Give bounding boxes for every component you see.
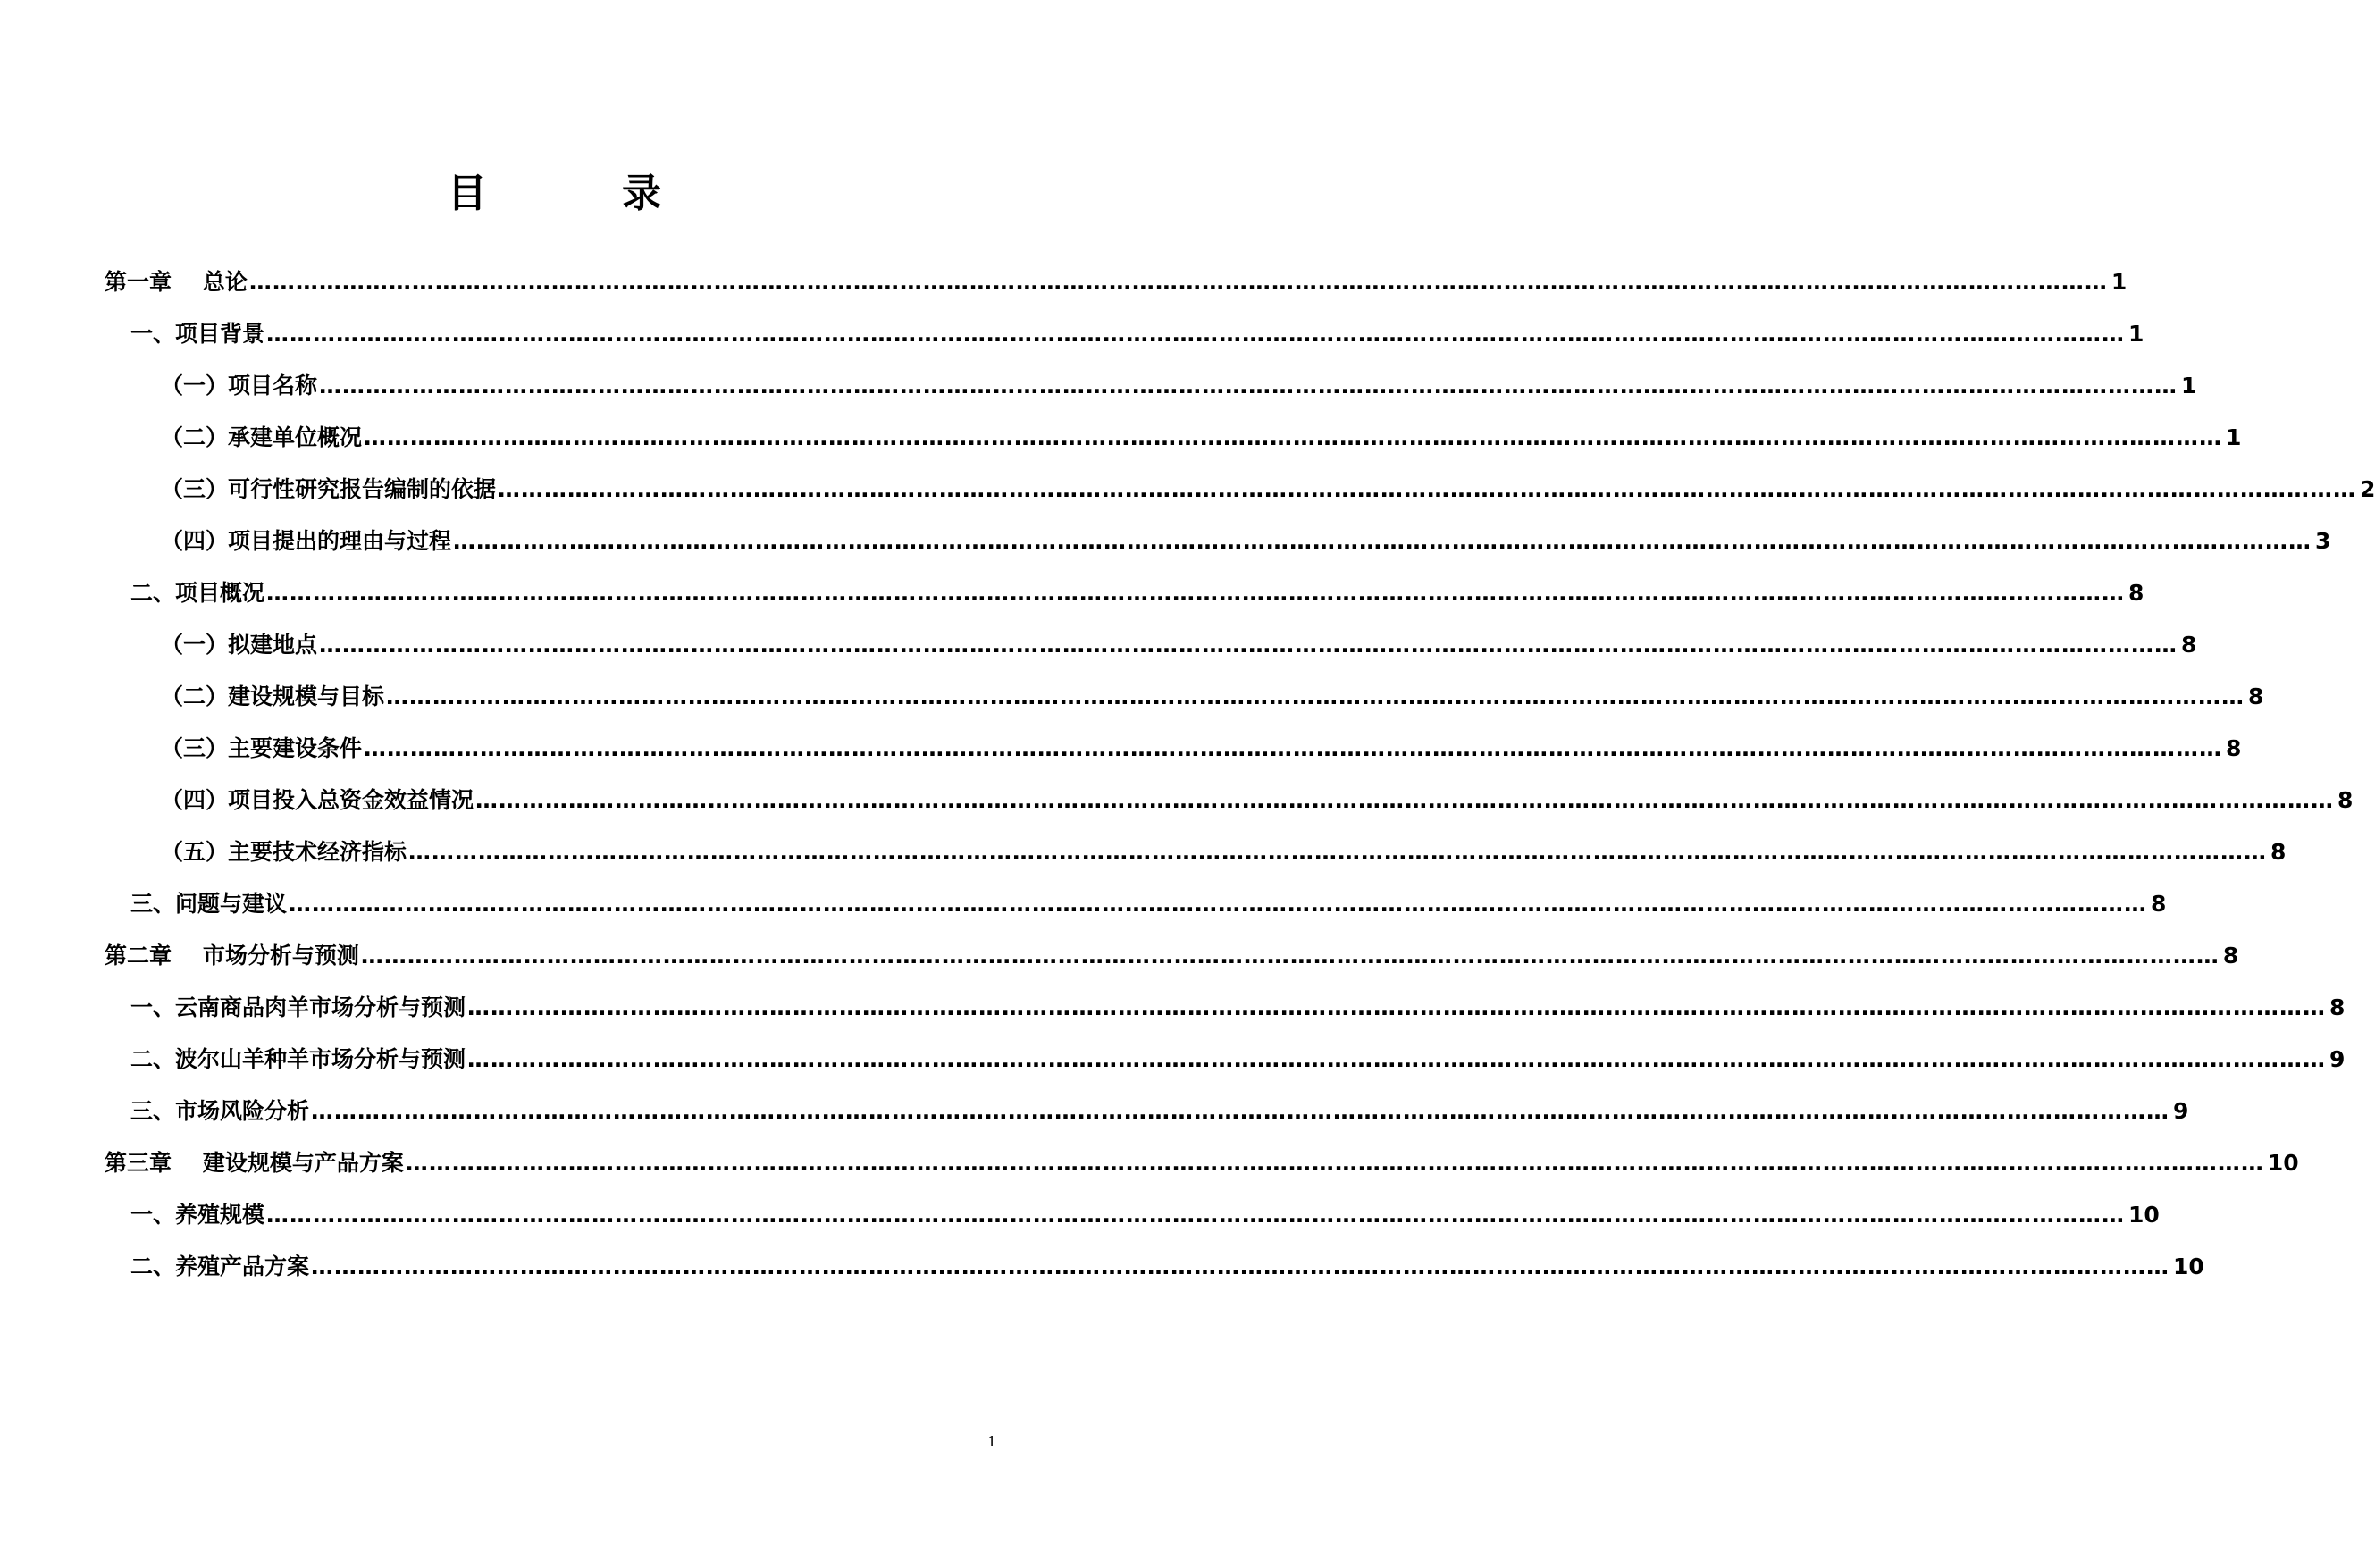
toc-leader-dots: …………………………………………………………………………………………………………………………………………………………………………………………………………………… (360, 943, 2220, 968)
toc-entry[interactable] (105, 1145, 2299, 1181)
toc-entry-page: 8 (2151, 891, 2167, 917)
toc-entry-title: （二）建设规模与目标 (161, 683, 385, 709)
toc-entry-page: 8 (2329, 994, 2346, 1020)
toc-leader-dots: …………………………………………………………………………………………………………………………………………………………………………………………………………………… (248, 269, 2108, 295)
toc-entry-title: 三、市场风险分析 (130, 1098, 310, 1124)
toc-entry[interactable] (130, 990, 2346, 1026)
page-number: 1 (987, 1433, 997, 1450)
toc-leader-dots: …………………………………………………………………………………………………………………………………………………………………………………………………………………… (453, 528, 2312, 554)
page-title: 目 录 (447, 171, 723, 216)
toc-entry-page: 8 (2248, 683, 2264, 709)
toc-entry-page: 10 (2128, 1202, 2160, 1228)
toc-entry-page: 3 (2315, 528, 2331, 554)
toc-entry-title: （四）项目提出的理由与过程 (161, 528, 452, 554)
toc-entry-page: 1 (2181, 373, 2197, 398)
toc-entry[interactable] (161, 524, 2331, 559)
toc-entry-title: （二）承建单位概况 (161, 424, 363, 450)
toc-entry[interactable] (130, 575, 2144, 611)
toc-entry-title: （三）主要建设条件 (161, 735, 363, 761)
toc-entry[interactable] (105, 938, 2239, 974)
toc-entry-title: （五）主要技术经济指标 (161, 839, 407, 865)
toc-entry-page: 2 (2360, 476, 2375, 502)
toc-entry[interactable] (130, 1094, 2189, 1129)
toc-entry[interactable] (161, 783, 2354, 818)
toc-entry[interactable] (161, 834, 2287, 870)
toc-entry-page: 8 (2270, 839, 2287, 865)
toc-leader-dots: …………………………………………………………………………………………………………………………………………………………………………………………………………………… (467, 1046, 2327, 1072)
toc-leader-dots: …………………………………………………………………………………………………………………………………………………………………………………………………………………… (475, 787, 2335, 813)
toc-entry-title: 第一章 总论 (105, 269, 248, 295)
toc-leader-dots: …………………………………………………………………………………………………………………………………………………………………………………………………………………… (266, 321, 2126, 347)
toc-entry-page: 9 (2173, 1098, 2189, 1124)
toc-entry-page: 10 (2267, 1150, 2299, 1176)
toc-entry-page: 8 (2181, 632, 2197, 658)
toc-entry[interactable] (130, 316, 2144, 352)
toc-entry-title: 第二章 市场分析与预测 (105, 943, 359, 968)
toc-entry-title: （四）项目投入总资金效益情况 (161, 787, 474, 813)
toc-entry-title: 二、养殖产品方案 (130, 1254, 310, 1279)
toc-leader-dots: …………………………………………………………………………………………………………………………………………………………………………………………………………………… (467, 994, 2327, 1020)
toc-entry-page: 1 (2128, 321, 2144, 347)
toc-entry-page: 1 (2111, 269, 2127, 295)
toc-entry-page: 8 (2337, 787, 2354, 813)
toc-entry[interactable] (105, 264, 2127, 300)
toc-entry-page: 10 (2173, 1254, 2204, 1279)
toc-entry-title: 第三章 建设规模与产品方案 (105, 1150, 404, 1176)
toc-entry[interactable] (130, 1197, 2160, 1233)
toc-entry-page: 8 (2128, 580, 2144, 606)
toc-entry-title: （一）拟建地点 (161, 632, 318, 658)
toc-entry[interactable] (161, 472, 2375, 507)
toc-entry[interactable] (161, 420, 2242, 456)
toc-leader-dots: …………………………………………………………………………………………………………………………………………………………………………………………………………………… (364, 735, 2223, 761)
toc-entry[interactable] (130, 886, 2167, 922)
toc-leader-dots: …………………………………………………………………………………………………………………………………………………………………………………………………………………… (266, 1202, 2126, 1228)
toc-entry[interactable] (161, 731, 2242, 767)
toc-leader-dots: …………………………………………………………………………………………………………………………………………………………………………………………………………………… (311, 1254, 2170, 1279)
toc-entry[interactable] (130, 1249, 2204, 1285)
toc-entry-title: 二、项目概况 (130, 580, 265, 606)
toc-leader-dots: …………………………………………………………………………………………………………………………………………………………………………………………………………………… (364, 424, 2223, 450)
toc-leader-dots: …………………………………………………………………………………………………………………………………………………………………………………………………………………… (311, 1098, 2170, 1124)
toc-entry-title: （一）项目名称 (161, 373, 318, 398)
toc-leader-dots: …………………………………………………………………………………………………………………………………………………………………………………………………………………… (266, 580, 2126, 606)
toc-entry-page: 1 (2226, 424, 2242, 450)
toc-leader-dots: …………………………………………………………………………………………………………………………………………………………………………………………………………………… (319, 373, 2178, 398)
toc-leader-dots: …………………………………………………………………………………………………………………………………………………………………………………………………………………… (386, 683, 2245, 709)
toc-entry-title: 三、问题与建议 (130, 891, 288, 917)
toc-entry-title: 一、云南商品肉羊市场分析与预测 (130, 994, 466, 1020)
toc-entry-page: 8 (2226, 735, 2242, 761)
toc-entry-title: （三）可行性研究报告编制的依据 (161, 476, 497, 502)
toc-leader-dots: …………………………………………………………………………………………………………………………………………………………………………………………………………………… (319, 632, 2178, 658)
toc-leader-dots: …………………………………………………………………………………………………………………………………………………………………………………………………………………… (498, 476, 2357, 502)
toc-entry-title: 一、养殖规模 (130, 1202, 265, 1228)
toc-leader-dots: …………………………………………………………………………………………………………………………………………………………………………………………………………………… (408, 839, 2268, 865)
toc-entry-title: 一、项目背景 (130, 321, 265, 347)
toc-entry-page: 8 (2222, 943, 2239, 968)
toc-entry-title: 二、波尔山羊种羊市场分析与预测 (130, 1046, 466, 1072)
toc-leader-dots: …………………………………………………………………………………………………………………………………………………………………………………………………………………… (405, 1150, 2264, 1176)
toc-entry[interactable] (161, 368, 2197, 404)
toc-leader-dots: …………………………………………………………………………………………………………………………………………………………………………………………………………………… (289, 891, 2148, 917)
toc-entry[interactable] (130, 1042, 2346, 1077)
toc-entry-page: 9 (2329, 1046, 2346, 1072)
toc-entry[interactable] (161, 627, 2197, 663)
toc-entry[interactable] (161, 679, 2264, 715)
